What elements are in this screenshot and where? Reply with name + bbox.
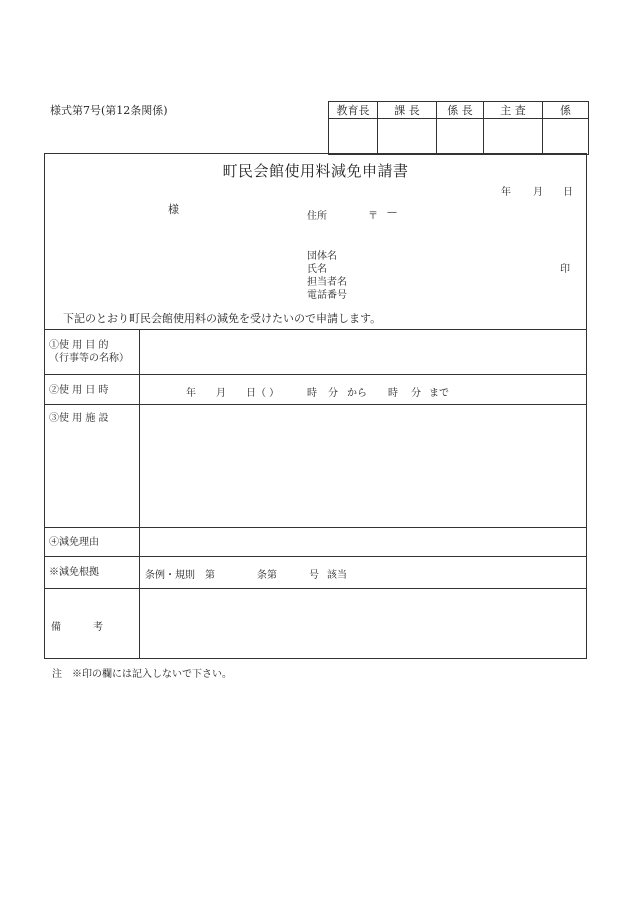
basis-applies: 該当 (327, 570, 347, 581)
approval-header-superintendent: 教育長 (329, 102, 378, 119)
approval-header-section-chief: 課 長 (378, 102, 437, 119)
datetime-year: 年 (186, 388, 196, 399)
purpose-field[interactable] (140, 330, 586, 374)
footnote: 注 ※印の欄には記入しないで下さい。 (52, 669, 232, 680)
datetime-end-minute: 分 (411, 388, 421, 399)
postal-mark: 〒 (368, 211, 378, 222)
remarks-label-b: 考 (93, 622, 103, 633)
row-divider (44, 374, 587, 375)
applicant-name-label: 氏名 (307, 264, 327, 275)
date-month: 月 (533, 187, 543, 198)
datetime-from: から (347, 388, 367, 399)
group-name-label: 団体名 (307, 251, 337, 262)
purpose-label: ①使 用 目 的 (49, 340, 109, 351)
datetime-end-hour: 時 (388, 388, 398, 399)
basis-jo-dai: 条第 (257, 570, 277, 581)
date-year: 年 (501, 187, 511, 198)
datetime-day-weekday: 日（ ） (246, 388, 280, 399)
postal-dash: — (387, 207, 397, 218)
address-label: 住所 (307, 211, 327, 222)
phone-number-label: 電話番号 (307, 290, 347, 301)
form-number: 様式第7号(第12条関係) (50, 104, 168, 117)
approval-stamp-cell[interactable] (378, 119, 437, 155)
approval-header-staff: 係 (543, 102, 589, 119)
basis-go: 号 (309, 570, 319, 581)
approval-stamp-cell[interactable] (543, 119, 589, 155)
datetime-label: ②使 用 日 時 (49, 385, 109, 396)
reason-label: ④減免理由 (49, 537, 99, 548)
row-divider (44, 556, 587, 557)
form-title: 町民会館使用料減免申請書 (222, 162, 409, 180)
datetime-start-hour: 時 (307, 388, 317, 399)
facility-label: ③使 用 施 設 (49, 413, 109, 424)
basis-label: ※減免根拠 (49, 567, 99, 578)
date-day: 日 (563, 187, 573, 198)
datetime-start-minute: 分 (328, 388, 338, 399)
remarks-field[interactable] (140, 589, 586, 658)
approval-stamp-cell[interactable] (437, 119, 484, 155)
facility-field[interactable] (140, 405, 586, 527)
datetime-month: 月 (216, 388, 226, 399)
approval-stamp-table (328, 101, 589, 155)
seal-mark: 印 (560, 264, 570, 275)
basis-ordinance: 条例・規則 (145, 570, 195, 581)
approval-stamp-cell[interactable] (484, 119, 543, 155)
approval-header-subsection-chief: 係 長 (437, 102, 484, 119)
purpose-sublabel: （行事等の名称） (49, 353, 129, 364)
datetime-until: まで (429, 388, 449, 399)
addressee-suffix: 様 (168, 203, 179, 216)
contact-person-label: 担当者名 (307, 277, 347, 288)
approval-header-senior-staff: 主 査 (484, 102, 543, 119)
basis-dai: 第 (205, 570, 215, 581)
approval-stamp-cell[interactable] (329, 119, 378, 155)
reason-field[interactable] (140, 528, 586, 556)
application-statement: 下記のとおり町民会館使用料の減免を受けたいので申請します。 (63, 312, 382, 325)
remarks-label-a: 備 (51, 622, 61, 633)
